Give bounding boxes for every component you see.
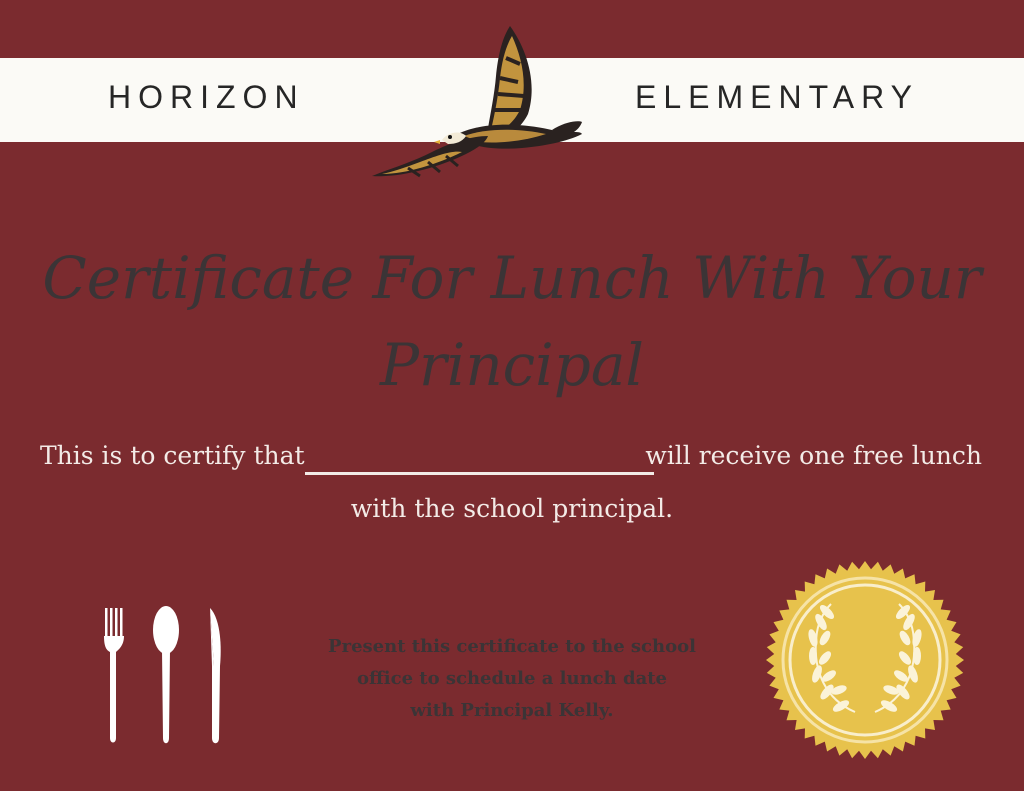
instruction-line-1: Present this certificate to the school xyxy=(328,636,696,657)
recipient-name-blank xyxy=(305,472,654,475)
fork-spoon-knife-icon xyxy=(100,604,230,746)
school-name-horizon: HORIZON xyxy=(108,79,305,115)
certify-suffix-text: will receive one free lunch xyxy=(645,441,982,470)
certify-line-2: with the school principal. xyxy=(350,494,674,523)
instruction-line-2: office to schedule a lunch date xyxy=(356,668,668,689)
school-name-elementary: ELEMENTARY xyxy=(635,79,919,115)
certify-prefix-text: This is to certify that xyxy=(40,441,305,470)
gold-seal-icon xyxy=(765,560,965,760)
hawk-mascot-icon xyxy=(368,18,586,190)
instruction-line-3: with Principal Kelly. xyxy=(410,700,614,721)
present-instructions xyxy=(312,631,712,727)
certificate-title-line-1: Certificate For Lunch With Your xyxy=(42,244,982,312)
certificate-title-line-2: Principal xyxy=(380,331,644,399)
